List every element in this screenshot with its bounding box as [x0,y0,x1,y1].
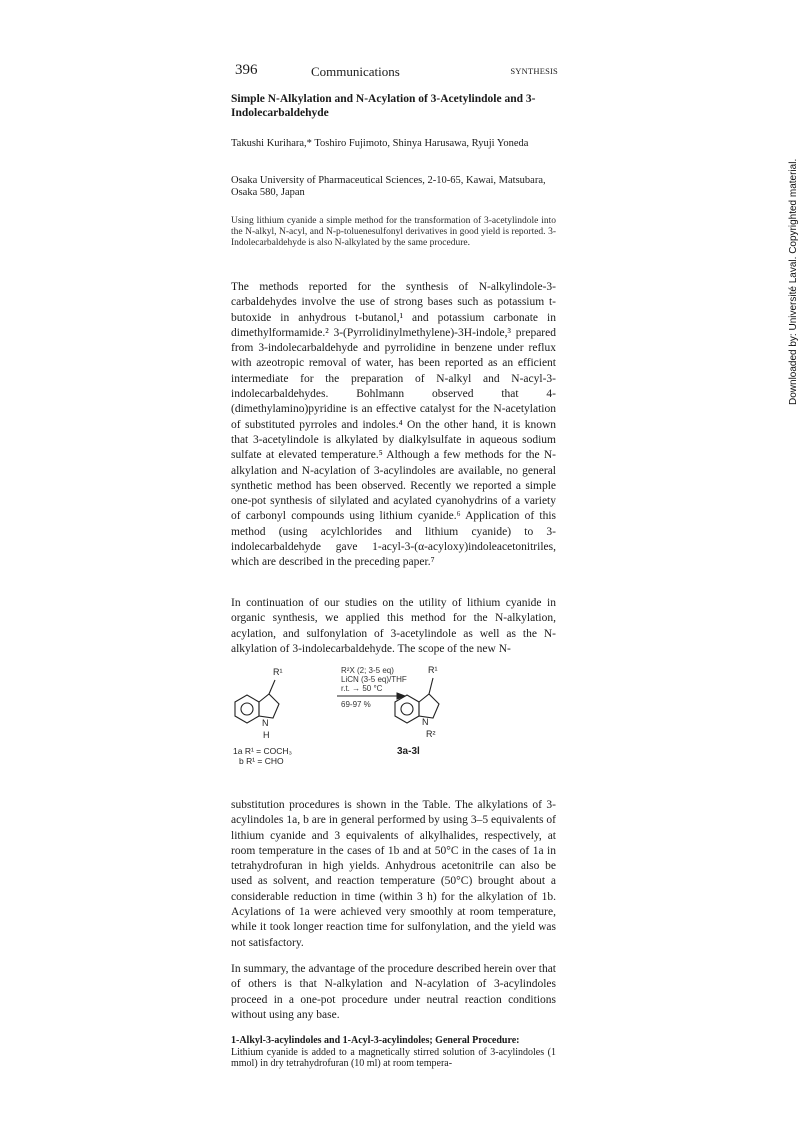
right-n-label: N [422,717,429,727]
procedure-text: Lithium cyanide is added to a magnetically stirred solution of 3-acylindoles (1 mmol) in dry tetrahydrofuran (10 ml) at room tempera- [231,1046,556,1069]
article-title: Simple N-Alkylation and N-Acylation of 3-Acetylindole and 3-Indolecarbaldehyde [231,93,536,119]
condition-temperature: r.t. → 50 °C [341,684,383,693]
experimental-procedure [231,1035,556,1070]
abstract: Using lithium cyanide a simple method for the transformation of 3-acetylindole into the N-alkyl, N-acyl, and N-p-toluenesulfonyl derivatives in good yield is reported. 3-Indolecarbaldehyde is also N-alkylated by the same procedure. [231,216,556,248]
condition-yield: 69-97 % [341,700,371,709]
reaction-arrow [337,693,405,699]
running-header [231,62,558,82]
body-paragraph-2: In continuation of our studies on the utility of lithium cyanide in organic synthesis, we applied this method for the N-alkylation, acylation, and sulfonylation of 3-acetylindole as well as the N-alkylation of 3-indolecarbaldehyde. The scope of the new N- [231,597,556,655]
body-paragraph-3: substitution procedures is shown in the Table. The alkylations of 3-acylindoles 1a, b are in general performed by using 3–5 equivalents of lithium cyanide and 3 equivalents of alkylhalides, respectively, at room temperature in the cases of 1b and at 50°C in the cases of 1a in tetrahydrofuran in high yields. Anhydrous acetonitrile can also be used as solvent, and reaction temperature (50°C) brought about a considerable reduction in time (within 3 h) for the alkylation of 1b. Acylations of 1a were achieved very smoothly at room temperature, while it took longer reaction time for sulfonylation, and the yield was not satisfactory. [231,799,556,949]
left-h-label: H [263,730,270,740]
right-r1-label: R¹ [428,665,438,675]
left-n-label: N [262,718,269,728]
body-paragraph-1: The methods reported for the synthesis of N-alkylindole-3-carbaldehydes involve the use of strong bases such as potassium t-butoxide in anhydrous t-butanol,¹ and potassium carbonate in dimethylformamide.² 3-(Pyrrolidinylmethylene)-3H-indole,³ prepared from 3-indolecarbaldehyde and pyrrolidine in benzene under reflux with azeotropic removal of water, has been reported as an efficient intermediate for the preparation of N-alkyl and N-acyl-3-indolecarbaldehydes. Bohlmann observed that 4-(dimethylamino)pyridine is an effective catalyst for the N-acetylation of substituted pyrroles and indoles.⁴ On the other hand, it is known that 3-acetylindole is alkylated by dialkylsulfate in aqueous sodium sulfate at elevated temperature.⁵ Although a few methods for the N-alkylation and N-acylation of 3-acylindoles are available, no general synthetic method has been observed. Recently we reported a simple one-pot synthesis of silylated and acylated cyanohydrins of a variety of carbonyl compounds using lithium cyanide.⁶ Application of this method (using acylchlorides and lithium cyanide) to 3-indolecarbaldehyde gave 1-acyl-3-(α-acyloxy)indoleacetonitriles, which are described in the preceding paper.⁷ [231,281,556,569]
journal-name: SYNTHESIS [510,66,558,76]
condition-reagent: R²X (2; 3-5 eq) [341,666,394,675]
download-watermark: Downloaded by: Université Laval. Copyrighted material. [788,158,799,405]
section-name: Communications [311,64,400,79]
reaction-scheme [225,664,555,774]
compound-label-1b: b R¹ = CHO [239,756,284,766]
indole-structure-left [235,680,279,723]
body-paragraph-4: In summary, the advantage of the procedure described herein over that of others is that N-alkylation and N-acylation of 3-acylindoles proceed in a one-pot procedure under neutral reaction conditions without using any base. [231,963,556,1021]
right-r2-label: R² [426,729,436,739]
compound-label-product: 3a-3l [397,746,420,757]
procedure-heading: 1-Alkyl-3-acylindoles and 1-Acyl-3-acylindoles; General Procedure: [231,1035,520,1046]
compound-label-1a: 1a R¹ = COCH₃ [233,746,292,756]
indole-structure-right [395,678,439,723]
condition-base: LiCN (3-5 eq)/THF [341,675,407,684]
affiliation: Osaka University of Pharmaceutical Sciences, 2-10-65, Kawai, Matsubara, Osaka 580, Japan [231,175,546,198]
left-r1-label: R¹ [273,667,283,677]
page-number: 396 [235,62,258,78]
authors: Takushi Kurihara,* Toshiro Fujimoto, Shinya Harusawa, Ryuji Yoneda [231,138,529,149]
